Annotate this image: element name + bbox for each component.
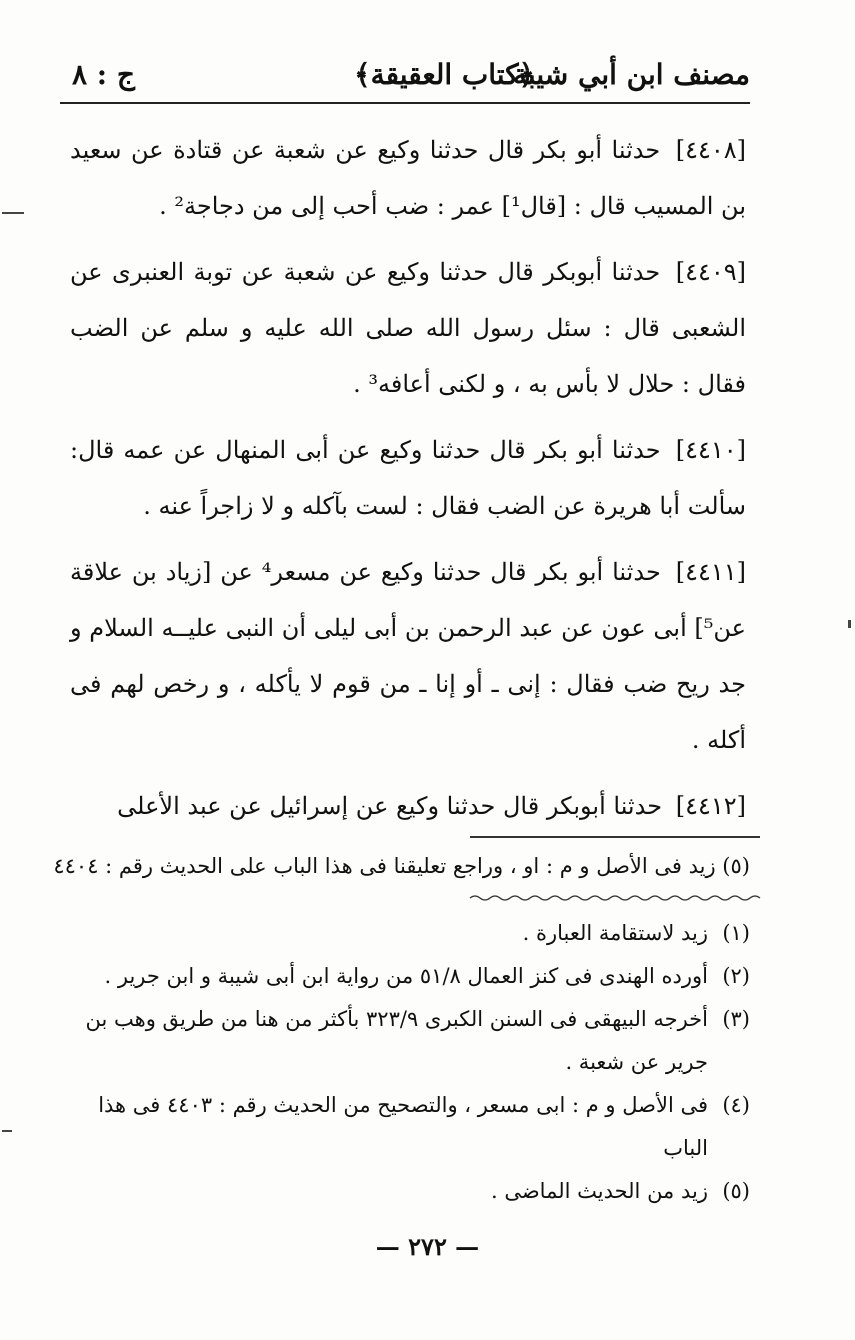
chapter-title: ﴿كتاب العقيقة﴾ [354, 58, 535, 91]
margin-mark [2, 212, 24, 214]
hadith-entry [70, 244, 746, 412]
footnote-text: أخرجه البيهقى فى السنن الكبرى ٣٢٣/٩ بأكثر من هنا من طريق وهب بن جرير عن شعبة . [85, 1007, 708, 1074]
hadith-text: حدثنا أبوبكر قال حدثنا وكيع عن إسرائيل عن عبد الأعلى [117, 792, 663, 820]
page-number: — ٢٧٢ — [375, 1232, 480, 1261]
footnote-mark: (١) [722, 921, 750, 945]
carried-over-note: (٥) زيد فى الأصل و م : او ، وراجع تعليقنا فى هذا الباب على الحديث رقم : ٤٤٠٤ [53, 854, 750, 878]
volume-label: ج : ٨ [72, 58, 135, 91]
footnote-text: فى الأصل و م : ابى مسعر ، والتصحيح من الحديث رقم : ٤٤٠٣ فى هذا الباب [98, 1093, 708, 1160]
footnotes [70, 912, 750, 1213]
footnote-text: زيد من الحديث الماضى . [490, 1179, 708, 1203]
main-text [70, 122, 746, 844]
hadith-number: [٤٤٠٩] [675, 258, 746, 286]
footnote-mark: (٣) [722, 1007, 750, 1031]
hadith-text: حدثنا أبو بكر قال حدثنا وكيع عن مسعر⁴ عن [زياد بن علاقة عن⁵] أبى عون عن عبد الرحمن بن أبى ليلى أن النبى عليــه السلام و جد ريح ضب فقال : إنى ـ أو إنا ـ من قوم لا يأكله ، و رخص لهم فى أكله . [70, 558, 746, 754]
footnote-text: أورده الهندى فى كنز العمال ٥١/٨ من رواية ابن أبى شيبة و ابن جرير . [104, 964, 708, 988]
margin-mark [848, 620, 851, 628]
margin-mark [2, 1130, 12, 1132]
hadith-text: حدثنا أبو بكر قال حدثنا وكيع عن شعبة عن قتادة عن سعيد بن المسيب قال : [قال¹] عمر : ضب أحب إلى من دجاجة² . [70, 136, 746, 220]
footnote [70, 912, 750, 955]
wavy-divider [470, 894, 760, 902]
running-header [60, 52, 750, 108]
hadith-entry [70, 544, 746, 768]
footnote [70, 998, 750, 1084]
footnote-mark: (٥) [722, 1179, 750, 1203]
book-title: مصنف ابن أبي شيبة [512, 58, 750, 91]
hadith-number: [٤٤١٠] [675, 436, 746, 464]
hadith-text: حدثنا أبو بكر قال حدثنا وكيع عن أبى المنهال عن عمه قال: سألت أبا هريرة عن الضب فقال : لست بآكله و لا زاجراً عنه . [70, 436, 746, 520]
hadith-number: [٤٤٠٨] [675, 136, 746, 164]
footnote-mark: (٢) [722, 964, 750, 988]
footnote-mark: (٤) [722, 1093, 750, 1117]
footnote [70, 955, 750, 998]
header-rule [60, 102, 750, 104]
hadith-text: حدثنا أبوبكر قال حدثنا وكيع عن شعبة عن توبة العنبرى عن الشعبى قال : سئل رسول الله صلى الله عليه و سلم عن الضب فقال : حلال لا بأس به ، و لكنى أعافه³ . [70, 258, 746, 398]
hadith-entry [70, 422, 746, 534]
footnote-text: زيد لاستقامة العبارة . [522, 921, 708, 945]
hadith-entry [70, 778, 746, 834]
footnote [70, 1170, 750, 1213]
hadith-number: [٤٤١٢] [675, 792, 746, 820]
hadith-entry [70, 122, 746, 234]
footnote-separator [470, 836, 760, 838]
footnote [70, 1084, 750, 1170]
hadith-number: [٤٤١١] [675, 558, 747, 586]
